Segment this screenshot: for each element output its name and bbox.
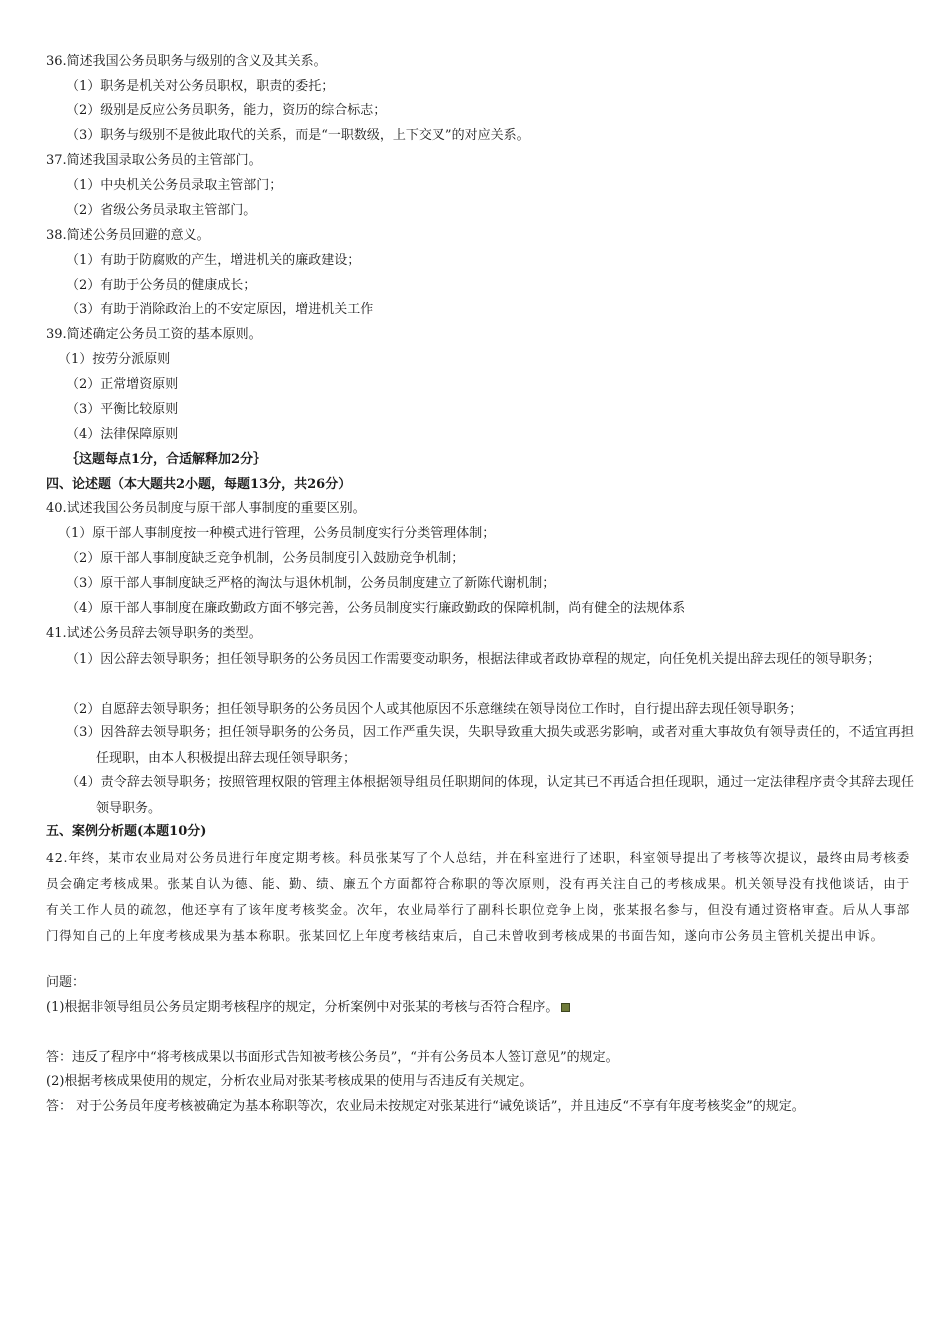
q39-note: ｛这题每点1分，合适解释加2分｝: [66, 452, 267, 467]
q39-item-2: （2）正常增资原则: [66, 377, 179, 392]
q37-item-2: （2）省级公务员录取主管部门。: [66, 203, 257, 218]
q39-title: 39.简述确定公务员工资的基本原则。: [46, 327, 262, 342]
q41-item-1: （1）因公辞去领导职务；担任领导职务的公务员因工作需要变动职务，根据法律或者政协章程的规定，向任免机关提出辞去现任的领导职务；: [66, 652, 881, 667]
section-4-heading: 四、论述题（本大题共2小题，每题13分，共26分）: [46, 477, 352, 492]
section-5-heading: 五、案例分析题(本题10分): [46, 824, 207, 839]
q36-title: 36.简述我国公务员职务与级别的含义及其关系。: [46, 54, 327, 69]
q40-item-1: （1）原干部人事制度按一种模式进行管理，公务员制度实行分类管理体制；: [58, 526, 496, 541]
question-label: 问题：: [46, 975, 86, 990]
q38-item-2: （2）有助于公务员的健康成长；: [66, 278, 257, 293]
q40-item-3: （3）原干部人事制度缺乏严格的淘汰与退休机制，公务员制度建立了新陈代谢机制；: [66, 576, 556, 591]
q39-item-4: （4）法律保障原则: [66, 427, 179, 442]
embedded-image-icon: [561, 1003, 570, 1012]
q39-item-3: （3）平衡比较原则: [66, 402, 179, 417]
q42-question-1-text: (1)根据非领导组员公务员定期考核程序的规定，分析案例中对张某的考核与否符合程序。: [46, 1000, 559, 1015]
q36-item-2: （2）级别是反应公务员职务，能力，资历的综合标志；: [66, 103, 387, 118]
q39-item-1: （1）按劳分派原则: [58, 352, 171, 367]
q41-item-3: （3）因咎辞去领导职务；担任领导职务的公务员，因工作严重失误，失职导致重大损失或恶劣影响，或者对重大事故负有领导责任的，不适宜再担任现职，由本人积极提出辞去现任领导职务；: [66, 725, 914, 766]
q38-item-1: （1）有助于防腐败的产生，增进机关的廉政建设；: [66, 253, 361, 268]
q38-item-3: （3）有助于消除政治上的不安定原因，增进机关工作: [66, 302, 374, 317]
q40-item-4: （4）原干部人事制度在廉政勤政方面不够完善，公务员制度实行廉政勤政的保障机制，尚有健全的法规体系: [66, 601, 686, 616]
q36-item-3: （3）职务与级别不是彼此取代的关系，而是“一职数级，上下交叉”的对应关系。: [66, 128, 530, 143]
q37-item-1: （1）中央机关公务员录取主管部门；: [66, 178, 283, 193]
q36-item-1: （1）职务是机关对公务员职权，职责的委托；: [66, 79, 335, 94]
q37-title: 37.简述我国录取公务员的主管部门。: [46, 153, 262, 168]
q41-title: 41.试述公务员辞去领导职务的类型。: [46, 626, 262, 641]
q42-question-2: (2)根据考核成果使用的规定，分析农业局对张某考核成果的使用与否违反有关规定。: [46, 1074, 533, 1089]
q40-item-2: （2）原干部人事制度缺乏竞争机制，公务员制度引入鼓励竞争机制；: [66, 551, 465, 566]
q40-title: 40.试述我国公务员制度与原干部人事制度的重要区别。: [46, 501, 366, 516]
q38-title: 38.简述公务员回避的意义。: [46, 228, 210, 243]
q42-answer-1: 答：违反了程序中“将考核成果以书面形式告知被考核公务员”，“并有公务员本人签订意见”的规定。: [46, 1050, 619, 1065]
q42-case-text: 42.年终，某市农业局对公务员进行年度定期考核。科员张某写了个人总结，并在科室进行了述职，科室领导提出了考核等次提议，最终由局考核委员会确定考核成果。张某自认为德、能、勤、绩、廉五个方面都符合称职的等次原则，没有再关注自己的考核成果。机关领导没有找他谈话，由于有关工作人员的疏忽，他还享有了该年度考核奖金。次年，农业局举行了副科长职位竞争上岗，张某报名参与，但没有通过资格审查。后从人事部门得知自己的上年度考核成果为基本称职。张某回忆上年度考核结束后，自己未曾收到考核成果的书面告知，遂向市公务员主管机关提出申诉。: [46, 850, 910, 943]
q42-question-1: [46, 996, 914, 1020]
q42-answer-2: 答： 对于公务员年度考核被确定为基本称职等次，农业局未按规定对张某进行“诫免谈话”，并且违反“不享有年度考核奖金”的规定。: [46, 1099, 805, 1114]
q41-item-2: （2）自愿辞去领导职务；担任领导职务的公务员因个人或其他原因不乐意继续在领导岗位工作时，自行提出辞去现任领导职务；: [66, 702, 803, 717]
q41-item-4: （4）责令辞去领导职务；按照管理权限的管理主体根据领导组员任职期间的体现，认定其已不再适合担任现职，通过一定法律程序责令其辞去现任领导职务。: [66, 775, 914, 816]
